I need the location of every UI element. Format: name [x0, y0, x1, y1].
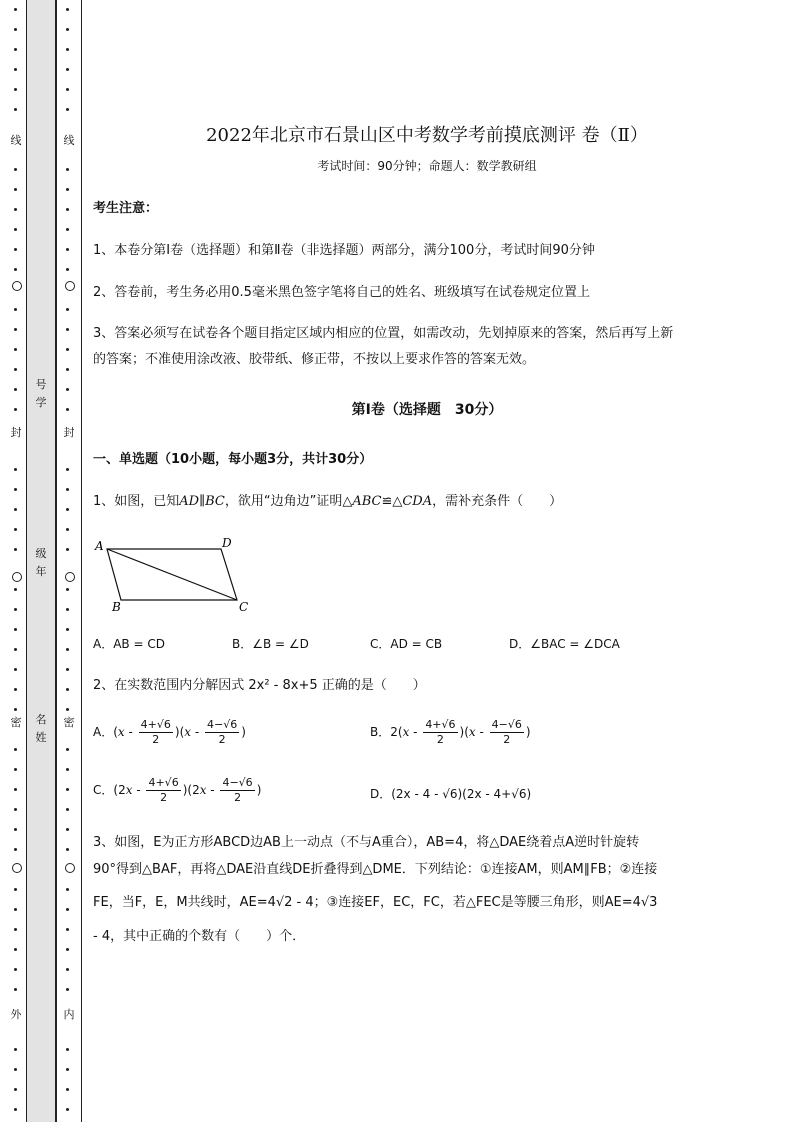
binding-dot	[66, 528, 69, 531]
binding-dot	[66, 768, 69, 771]
binding-dot	[66, 1048, 69, 1051]
binding-dot	[66, 988, 69, 991]
binding-dot	[14, 888, 17, 891]
binding-dot	[14, 248, 17, 251]
binding-dot	[66, 368, 69, 371]
binding-dot	[14, 608, 17, 611]
binding-dot	[14, 408, 17, 411]
binding-dot	[66, 608, 69, 611]
binding-dot	[66, 788, 69, 791]
binding-dot	[66, 928, 69, 931]
binding-dot	[66, 108, 69, 111]
binding-dot	[14, 1068, 17, 1071]
binding-dot	[66, 888, 69, 891]
q2-option-a[interactable]: A．(x - $\frac{4+√6}{2}$ )(x - $\frac{4-√6}{2}$ )	[93, 718, 246, 746]
binding-dot	[66, 1068, 69, 1071]
notice-item-2: 2、答卷前，考生务必用0.5毫米黑色签字笔将自己的姓名、班级填写在试卷规定位置上	[93, 285, 590, 300]
binding-label-feng-outer: 封	[10, 426, 22, 439]
binding-dot	[66, 1108, 69, 1111]
binding-dot	[14, 968, 17, 971]
binding-label-xian-outer: 线	[10, 134, 22, 147]
binding-dot	[14, 948, 17, 951]
binding-label-mi-inner: 密	[63, 716, 75, 729]
binding-dot	[66, 168, 69, 171]
binding-dot	[66, 628, 69, 631]
binding-dot	[14, 488, 17, 491]
vertex-label-d: D	[222, 536, 232, 550]
binding-dot	[14, 688, 17, 691]
q1-option-c[interactable]: C．AD = CB	[370, 637, 443, 651]
binding-dot	[14, 848, 17, 851]
exam-subtitle: 考试时间：90分钟；命题人：数学教研组	[317, 159, 537, 173]
notice-item-1: 1、本卷分第Ⅰ卷（选择题）和第Ⅱ卷（非选择题）两部分，满分100分，考试时间90分钟	[93, 243, 595, 258]
part-heading: 一、单选题（10小题，每小题3分，共计30分）	[93, 452, 373, 467]
notice-item-3: 3、答案必须写在试卷各个题目指定区域内相应的位置，如需改动，先划掉原来的答案，然后再写上新	[93, 326, 674, 341]
binding-dot	[14, 28, 17, 31]
binding-dot	[66, 548, 69, 551]
binding-dot	[14, 108, 17, 111]
diagonal-ac	[107, 549, 237, 600]
binding-dot	[14, 588, 17, 591]
binding-dot	[66, 348, 69, 351]
seal-circle-icon	[12, 572, 22, 582]
binding-dot	[66, 488, 69, 491]
binding-dot	[14, 928, 17, 931]
seal-circle-icon	[65, 572, 75, 582]
vertex-label-c: C	[239, 600, 249, 614]
binding-dot	[66, 968, 69, 971]
binding-dot	[14, 788, 17, 791]
binding-dot	[14, 528, 17, 531]
q3-line-4: - 4，其中正确的个数有（ ）个．	[93, 929, 306, 944]
q2-stem: 2、在实数范围内分解因式 2x² - 8x+5 正确的是（ ）	[93, 678, 426, 693]
q1-option-b[interactable]: B．∠B = ∠D	[232, 637, 309, 651]
binding-dot	[14, 68, 17, 71]
q3-line-2: 90°得到△BAF，再将△DAE沿直线DE折叠得到△DME．下列结论：①连接AM，则AM∥FB；②连接	[93, 862, 658, 877]
binding-dot	[14, 348, 17, 351]
binding-dot	[66, 408, 69, 411]
binding-dot	[66, 308, 69, 311]
seal-circle-icon	[65, 281, 75, 291]
binding-dot	[14, 668, 17, 671]
binding-dot	[66, 908, 69, 911]
exam-title: 2022年北京市石景山区中考数学考前摸底测评 卷（Ⅱ）	[206, 125, 648, 146]
binding-dot	[14, 88, 17, 91]
binding-dot	[14, 468, 17, 471]
binding-label-wai-outer: 外	[10, 1008, 22, 1021]
q3-line-3: FE，当F，E，M共线时，AE=4√2 - 4；③连接EF，EC，FC，若△FEC是等腰三角形，则AE=4√3	[93, 895, 658, 910]
binding-dot	[66, 48, 69, 51]
binding-dot	[14, 548, 17, 551]
binding-dot	[66, 948, 69, 951]
binding-dot	[14, 208, 17, 211]
q1-parallelogram-figure	[93, 533, 263, 618]
binding-dot	[66, 1088, 69, 1091]
binding-dot	[66, 328, 69, 331]
q1-stem: 1、如图，已知AD∥BC，欲用“边角边”证明△ABC≌△CDA，需补充条件（ ）	[93, 494, 563, 509]
section-title: 第Ⅰ卷（选择题 30分）	[351, 402, 503, 418]
binding-dot	[66, 668, 69, 671]
binding-dot	[66, 248, 69, 251]
binding-dot	[66, 848, 69, 851]
binding-dot	[14, 8, 17, 11]
binding-label-nei-inner: 内	[63, 1008, 75, 1021]
binding-label-feng-inner: 封	[63, 426, 75, 439]
binding-dot	[14, 508, 17, 511]
inner-dot-column	[61, 0, 75, 1120]
binding-dot	[14, 708, 17, 711]
notice-heading: 考生注意：	[93, 201, 159, 216]
binding-dot	[14, 648, 17, 651]
field-label-grade: 级 年	[35, 547, 47, 578]
binding-dot	[66, 388, 69, 391]
q1-option-a[interactable]: A．AB = CD	[93, 637, 165, 651]
binding-dot	[14, 48, 17, 51]
field-label-name: 名 姓	[35, 713, 47, 744]
binding-dot	[14, 328, 17, 331]
binding-dot	[14, 1088, 17, 1091]
binding-dot	[66, 688, 69, 691]
q2-option-d[interactable]: D．(2x - 4 - √6)(2x - 4+√6)	[370, 787, 532, 801]
q2-option-c[interactable]: C．(2x - $\frac{4+√6}{2}$ )(2x - $\frac{4-√6}{2}$ )	[93, 776, 262, 804]
binding-dot	[14, 828, 17, 831]
binding-dot	[66, 708, 69, 711]
binding-dot	[66, 808, 69, 811]
vertex-label-b: B	[112, 600, 121, 614]
binding-dot	[66, 228, 69, 231]
binding-dot	[66, 208, 69, 211]
binding-dot	[14, 908, 17, 911]
binding-label-xian-inner: 线	[63, 134, 75, 147]
binding-dot	[14, 268, 17, 271]
binding-dot	[14, 188, 17, 191]
binding-dot	[14, 808, 17, 811]
binding-label-mi-outer: 密	[10, 716, 22, 729]
binding-dot	[14, 1108, 17, 1111]
binding-dot	[66, 28, 69, 31]
seal-circle-icon	[65, 863, 75, 873]
q2-option-b[interactable]: B．2(x - $\frac{4+√6}{2}$ )(x - $\frac{4-√6}{2}$ )	[370, 718, 531, 746]
binding-dot	[66, 648, 69, 651]
binding-dot	[14, 748, 17, 751]
seal-circle-icon	[12, 281, 22, 291]
binding-dot	[66, 188, 69, 191]
field-label-student-id: 号 学	[35, 378, 47, 409]
notice-item-3-cont: 的答案；不准使用涂改液、胶带纸、修正带，不按以上要求作答的答案无效。	[93, 352, 536, 367]
binding-dot	[66, 88, 69, 91]
q1-option-d[interactable]: D．∠BAC = ∠DCA	[509, 637, 620, 651]
binding-dot	[14, 168, 17, 171]
vertex-label-a: A	[95, 539, 104, 553]
binding-dot	[14, 368, 17, 371]
binding-dot	[14, 768, 17, 771]
binding-dot	[66, 508, 69, 511]
binding-dot	[66, 748, 69, 751]
binding-dot	[66, 8, 69, 11]
outer-dot-column	[9, 0, 23, 1120]
binding-dot	[66, 68, 69, 71]
binding-dot	[14, 1048, 17, 1051]
binding-dot	[14, 308, 17, 311]
binding-dot	[66, 588, 69, 591]
binding-dot	[14, 228, 17, 231]
binding-dot	[66, 468, 69, 471]
binding-dot	[66, 828, 69, 831]
binding-dot	[14, 628, 17, 631]
q3-line-1: 3、如图，E为正方形ABCD边AB上一动点（不与A重合），AB=4，将△DAE绕着点A逆时针旋转	[93, 835, 640, 850]
seal-circle-icon	[12, 863, 22, 873]
binding-dot	[14, 988, 17, 991]
binding-dot	[14, 388, 17, 391]
binding-dot	[66, 268, 69, 271]
